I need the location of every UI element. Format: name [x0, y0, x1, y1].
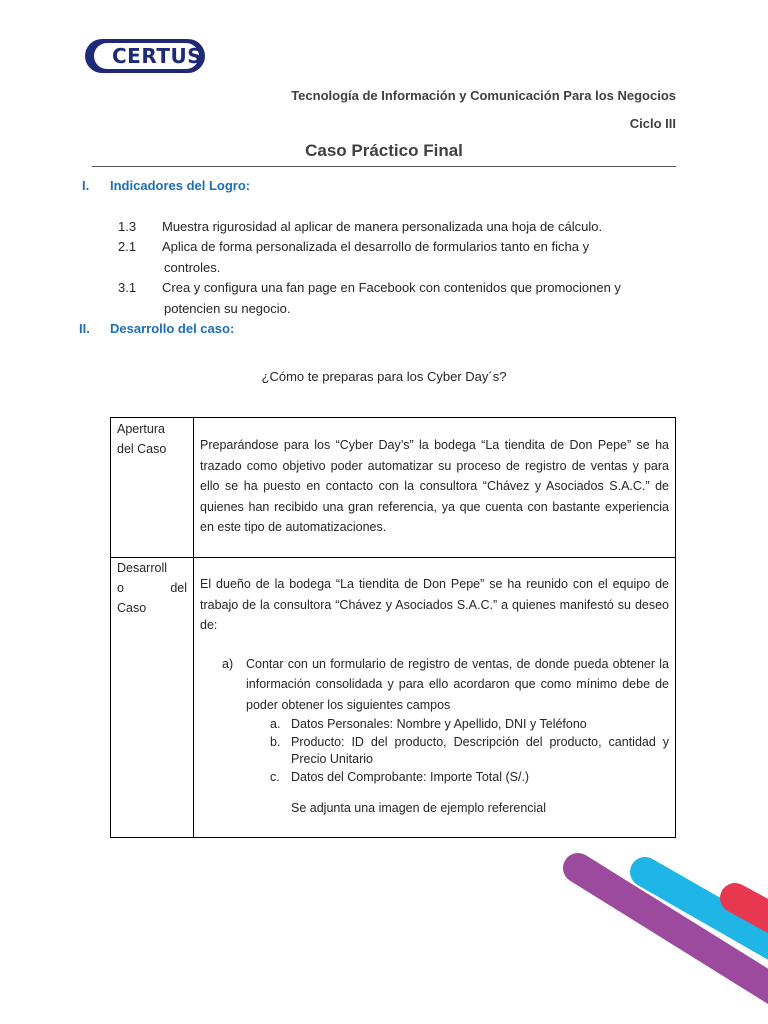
cycle-label: Ciclo III [629, 116, 676, 131]
row-label-line: Caso [117, 601, 147, 615]
indicator-number: 3.1 [118, 280, 137, 295]
requirement-label: a) [222, 656, 234, 671]
indicator-text-continued: potencien su negocio. [164, 301, 291, 316]
field-list-text: Producto: ID del producto, Descripción del producto, cantidad y Precio Unitario [291, 734, 669, 766]
indicator-text: Crea y configura una fan page en Facebook con contenidos que promocionen y [162, 280, 621, 295]
row-label-line: del Caso [117, 442, 167, 456]
field-list-label: b. [270, 734, 281, 749]
indicator-text: Aplica de forma personalizada el desarrollo de formularios tanto en ficha y [162, 239, 590, 254]
opening-paragraph: Preparándose para los “Cyber Day’s” la bodega “La tiendita de Don Pepe” se ha trazado como objetivo poder automatizar su proceso de registro de ventas y para ello se ha puesto en contacto con la consultora “Chávez y Asociados S.A.C.” de quienes han recibido una gran referencia, ya que cuenta con bastante experiencia en este tipo de automatizaciones. [200, 438, 669, 534]
field-list-text: Datos Personales: Nombre y Apellido, DNI y Teléfono [291, 717, 587, 731]
row-label-line: Desarroll [117, 561, 168, 575]
reference-note: Se adjunta una imagen de ejemplo referencial [291, 801, 547, 815]
subject-heading: Tecnología de Información y Comunicación Para los Negocios [291, 88, 676, 103]
indicator-text-continued: controles. [164, 260, 221, 275]
row-label-line: o del [117, 581, 187, 595]
field-list-label: a. [270, 717, 281, 731]
indicator-number: 1.3 [118, 219, 137, 234]
row-label-line: Apertura [117, 422, 165, 436]
development-intro: El dueño de la bodega “La tiendita de Don Pepe” se ha reunido con el equipo de trabajo de la consultora “Chávez y Asociados S.A.C.” a quienes manifestó su deseo de: [200, 577, 669, 632]
section-2-title: Desarrollo del caso: [110, 321, 235, 336]
section-1-title: Indicadores del Logro: [110, 178, 251, 193]
section-2-number: II. [79, 321, 90, 336]
field-list-label: c. [270, 769, 280, 784]
case-question: ¿Cómo te preparas para los Cyber Day´s? [261, 369, 507, 384]
field-list-text: Datos del Comprobante: Importe Total (S/.) [291, 769, 530, 784]
document-title: Caso Práctico Final [305, 141, 463, 160]
section-1-number: I. [82, 178, 90, 193]
requirement-text: Contar con un formulario de registro de ventas, de donde pueda obtener la información consolidada y para ello acordaron que como mínimo debe de poder obtener los siguientes campos [246, 656, 669, 712]
logo-text: CERTUS [112, 44, 203, 68]
indicator-number: 2.1 [118, 239, 137, 254]
indicator-text: Muestra rigurosidad al aplicar de manera personalizada una hoja de cálculo. [162, 219, 603, 234]
